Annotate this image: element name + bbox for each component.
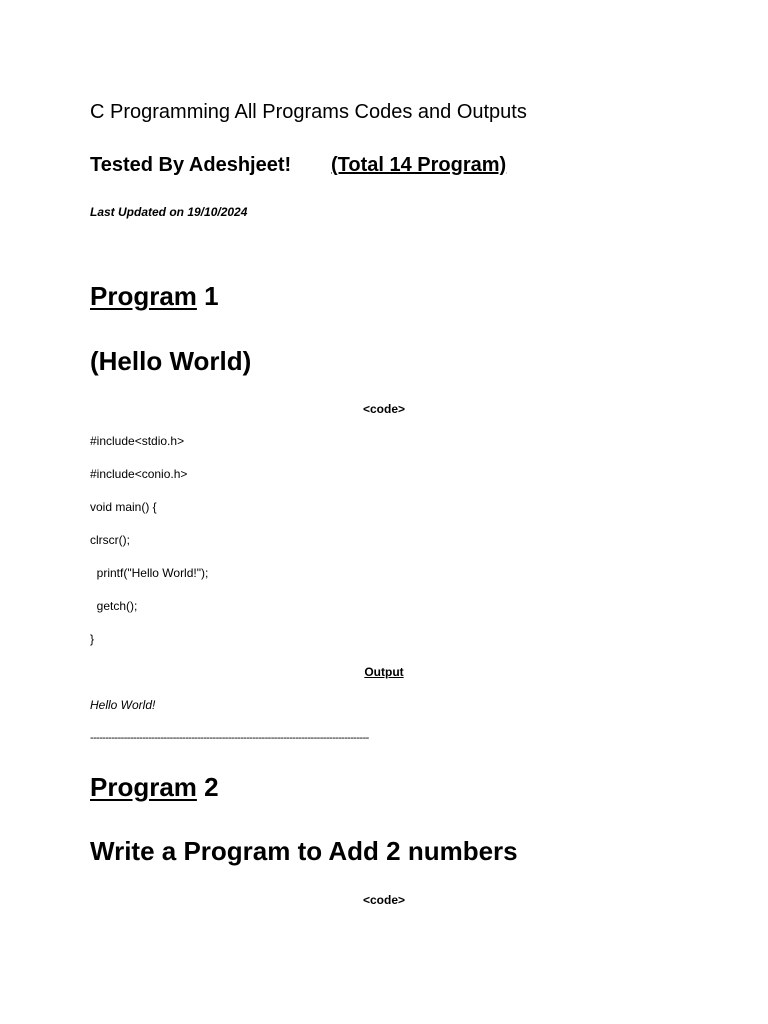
program-1-heading bbox=[90, 283, 219, 309]
code-line: getch(); bbox=[90, 599, 138, 613]
document-title: C Programming All Programs Codes and Outputs bbox=[90, 101, 527, 123]
output-text: Hello World! bbox=[90, 698, 156, 712]
program-word: Program bbox=[90, 281, 197, 311]
program-number: 1 bbox=[204, 281, 219, 311]
code-line: } bbox=[90, 632, 95, 646]
output-label: Output bbox=[364, 665, 404, 679]
code-line: #include<stdio.h> bbox=[90, 434, 185, 448]
tested-by-line: Tested By Adeshjeet! bbox=[90, 154, 292, 176]
code-tag: <code> bbox=[362, 402, 406, 416]
total-programs: (Total 14 Program) bbox=[331, 154, 507, 176]
last-updated: Last Updated on 19/10/2024 bbox=[90, 205, 248, 219]
program-word: Program bbox=[90, 772, 197, 802]
separator-line: ------------------------------------------------------------------------------------------- bbox=[90, 732, 369, 744]
program-number: 2 bbox=[204, 772, 219, 802]
code-line: clrscr(); bbox=[90, 533, 130, 547]
code-line: #include<conio.h> bbox=[90, 467, 188, 481]
program-2-title: Write a Program to Add 2 numbers bbox=[90, 836, 518, 866]
program-1-title: (Hello World) bbox=[90, 346, 252, 376]
program-2-heading bbox=[90, 774, 219, 800]
code-line: printf("Hello World!"); bbox=[90, 566, 209, 580]
code-line: void main() { bbox=[90, 500, 157, 514]
code-tag: <code> bbox=[362, 893, 406, 907]
